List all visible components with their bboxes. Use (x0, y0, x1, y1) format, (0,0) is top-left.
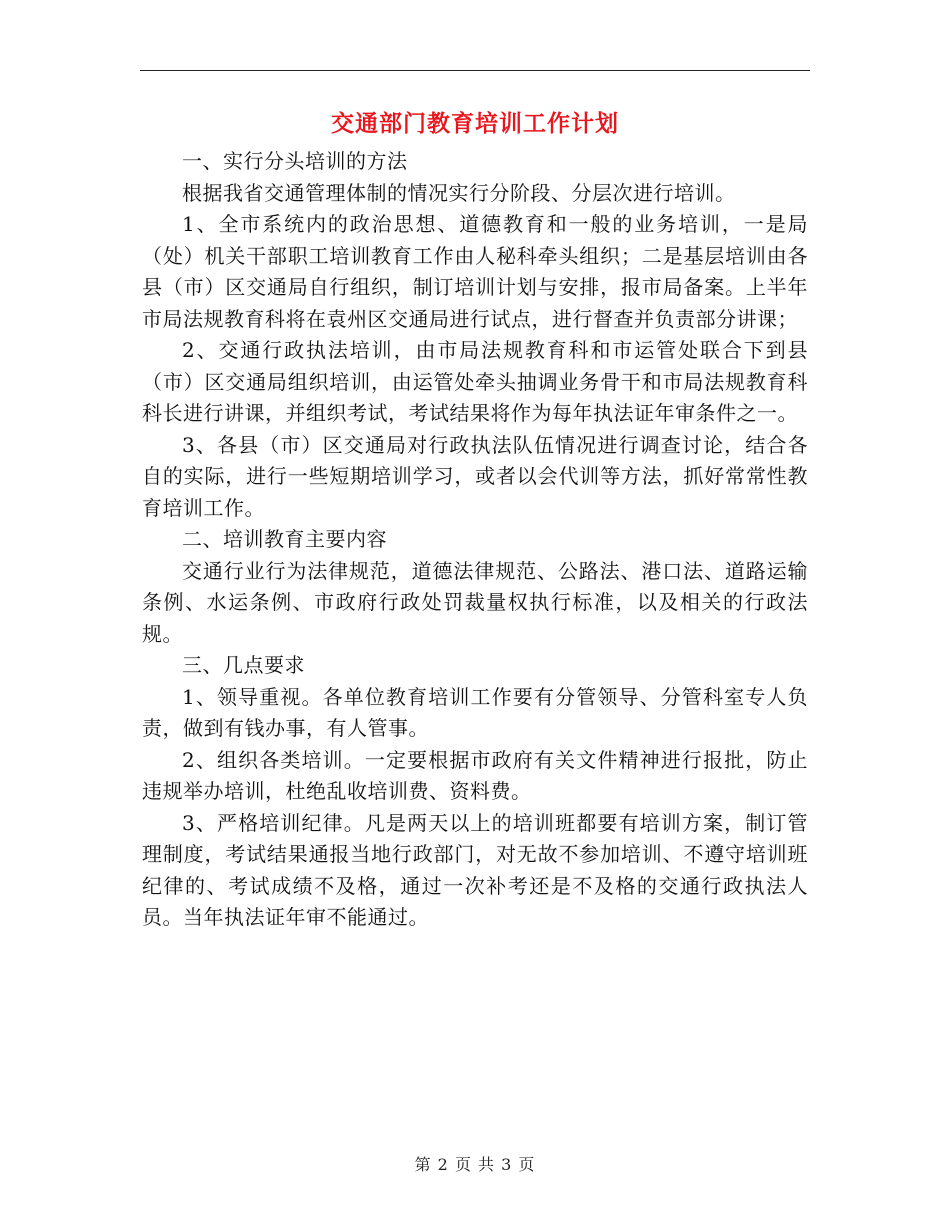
paragraph: 交通行业行为法律规范，道德法律规范、公路法、港口法、道路运输条例、水运条例、市政府行政处罚裁量权执行标准，以及相关的行政法规。 (142, 558, 808, 646)
page-number: 第 2 页 共 3 页 (414, 1155, 536, 1174)
section-heading-3: 三、几点要求 (182, 653, 305, 677)
paragraph: 1、领导重视。各单位教育培训工作要有分管领导、分管科室专人负责，做到有钱办事，有人管事。 (142, 684, 808, 740)
paragraph: 3、各县（市）区交通局对行政执法队伍情况进行调查讨论，结合各自的实际，进行一些短期培训学习，或者以会代训等方法，抓好常常性教育培训工作。 (142, 432, 808, 520)
section-heading-1: 一、实行分头培训的方法 (182, 149, 408, 173)
paragraph: 2、组织各类培训。一定要根据市政府有关文件精神进行报批，防止违规举办培训，杜绝乱收培训费、资料费。 (142, 747, 808, 803)
paragraph: 3、严格培训纪律。凡是两天以上的培训班都要有培训方案，制订管理制度，考试结果通报当地行政部门，对无故不参加培训、不遵守培训班纪律的、考试成绩不及格，通过一次补考还是不及格的交通行政执法人员。当年执法证年审不能通过。 (142, 810, 808, 929)
section-heading-2: 二、培训教育主要内容 (182, 527, 387, 551)
paragraph: 2、交通行政执法培训，由市局法规教育科和市运管处联合下到县（市）区交通局组织培训，由运管处牵头抽调业务骨干和市局法规教育科科长进行讲课，并组织考试，考试结果将作为每年执法证年审条件之一。 (142, 338, 808, 425)
paragraph: 1、全市系统内的政治思想、道德教育和一般的业务培训，一是局（处）机关干部职工培训教育工作由人秘科牵头组织；二是基层培训由各县（市）区交通局自行组织，制订培训计划与安排，报市局备案。上半年市局法规教育科将在袁州区交通局进行试点，进行督查并负责部分讲课； (142, 212, 808, 331)
paragraph: 根据我省交通管理体制的情况实行分阶段、分层次进行培训。 (182, 180, 736, 205)
document-title: 交通部门教育培训工作计划 (331, 110, 619, 137)
document-body (142, 106, 808, 934)
header-rule (140, 70, 810, 71)
